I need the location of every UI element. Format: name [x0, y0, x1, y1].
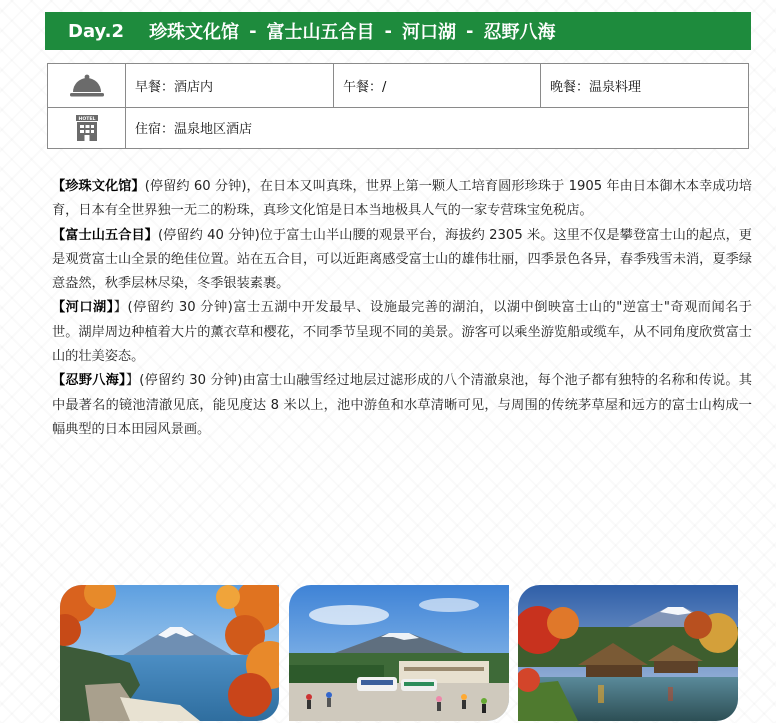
section-pearl: [52, 175, 752, 224]
stop-2: 富士山五合目: [266, 22, 375, 43]
stop-3: 河口湖: [402, 22, 457, 43]
day-label: Day.2: [68, 20, 124, 42]
section-text: (停留约 40 分钟)位于富士山半山腰的观景平台，海拔约 2305 米。这里不仅是攀登富士山的起点，更是观赏富士山全景的绝佳位置。站在五合目，可以近距离感受富士山的雄伟壮丽，四季景色各异，春季残雪未消，夏季绿意盎然，秋季层林尽染，冬季银装素裹。: [52, 227, 752, 292]
section-title: 【珍珠文化馆】: [52, 179, 145, 194]
separator: -: [249, 20, 257, 42]
section-title: 【忍野八海】: [52, 373, 126, 389]
section-kawaguchiko: [52, 296, 752, 369]
hotel-row: [48, 107, 748, 148]
section-oshino-hakkai: [52, 369, 752, 442]
hotel-icon: [48, 107, 126, 148]
separator: -: [466, 20, 474, 42]
section-title: 【富士山五合目】: [52, 227, 158, 243]
oshino-hakkai-village-photo: [518, 585, 738, 721]
lunch-cell: 午餐：/: [334, 64, 541, 107]
section-title: 【河口湖】: [52, 300, 114, 316]
section-text: 】(停留约 30 分钟)富士五湖中开发最早、设施最完善的湖泊，以湖中倒映富士山的"逆富士"奇观而闻名于世。湖岸周边种植着大片的薰衣草和樱花，不同季节呈现不同的美景。游客可以乘坐游览船或缆车，从不同角度欣赏富士山的壮美姿态。: [52, 300, 752, 365]
stop-1: 珍珠文化馆: [149, 22, 240, 43]
meal-table: [47, 63, 749, 149]
breakfast-cell: 早餐：酒店内: [126, 64, 334, 107]
meal-row: [48, 64, 748, 108]
cloche-icon: [48, 64, 126, 107]
mount-fuji-autumn-lake-photo: [60, 585, 279, 721]
itinerary-description: [52, 175, 752, 442]
hotel-cell: 住宿：温泉地区酒店: [135, 122, 253, 137]
stop-4: 忍野八海: [483, 22, 556, 43]
dinner-cell: 晚餐：温泉料理: [550, 80, 642, 95]
separator: -: [384, 20, 393, 42]
hotel-icon-text: HOTEL: [78, 116, 95, 122]
fuji-fifth-station-photo: [289, 585, 509, 721]
section-fuji-fifth-station: [52, 224, 752, 297]
section-text: (停留约 60 分钟)，在日本又叫真珠，世界上第一颗人工培育圆形珍珠于 1905 年由日本御木本幸成功培育，日本有全世界独一无二的粉珠，真珍文化馆是日本当地极具人气的一家专营珠宝免税店。: [52, 179, 752, 219]
day-banner: [45, 12, 751, 50]
section-text: 】(停留约 30 分钟)由富士山融雪经过地层过滤形成的八个清澈泉池，每个池子都有独特的名称和传说。其中最著名的镜池清澈见底，能见度达 8 米以上，池中游鱼和水草清晰可见，与周围的传统茅草屋和远方的富士山构成一幅典型的日本田园风景画。: [52, 373, 752, 437]
